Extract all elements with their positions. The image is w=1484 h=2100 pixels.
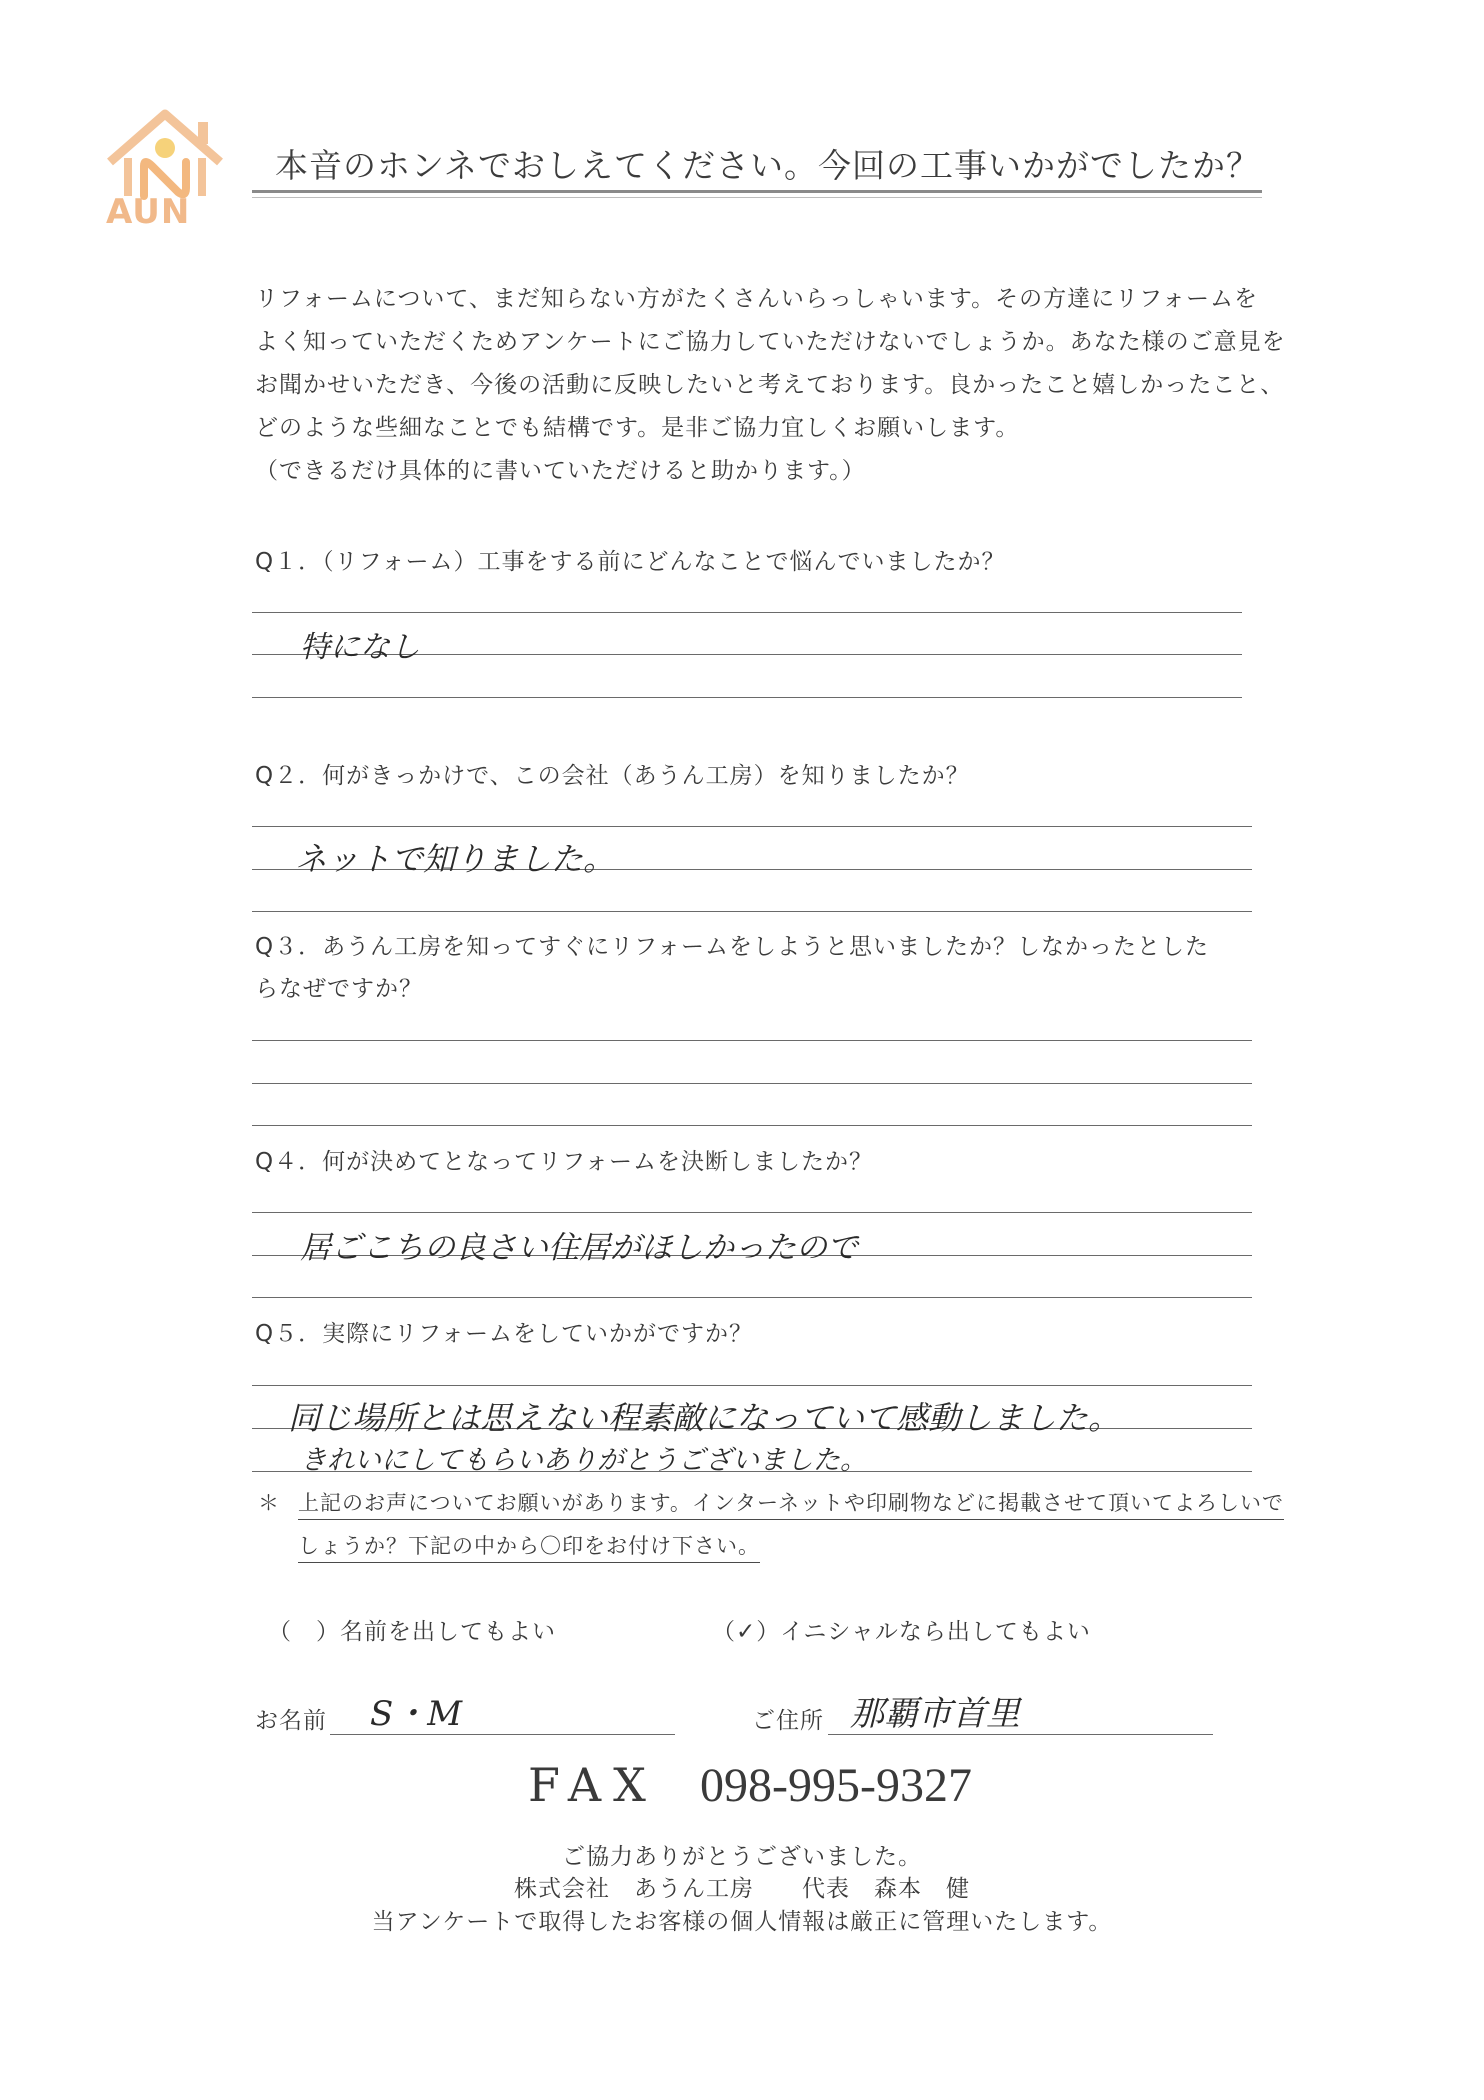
question-2: Q２．何がきっかけで、この会社（あうん工房）を知りましたか？	[255, 763, 970, 789]
notice-line-2: しょうか？下記の中から〇印をお付け下さい。	[298, 1530, 760, 1560]
intro-line: よく知っていただくためアンケートにご協力していただけないでしょうか。あなた様のご意見を	[255, 329, 1286, 355]
footer-company: 株式会社 あうん工房 代表 森本 健	[514, 1876, 970, 1902]
answer-line	[252, 1212, 1252, 1213]
option-initial-ok[interactable]	[712, 1613, 1091, 1646]
fax-number: 098-995-9327	[700, 1759, 972, 1812]
footer-thanks: ご協力ありがとうございました。	[562, 1844, 922, 1870]
notice-line-1: 上記のお声についてお願いがあります。インターネットや印刷物などに掲載させて頂いてよろしいで	[298, 1487, 1284, 1517]
option-bracket: （ ）	[268, 1619, 340, 1645]
footer-privacy: 当アンケートで取得したお客様の個人情報は厳正に管理いたします。	[371, 1909, 1113, 1935]
fax-label: FAX	[528, 1758, 658, 1812]
name-label: お名前	[255, 1708, 327, 1734]
answer-line	[252, 1385, 1252, 1386]
intro-line: お聞かせいただき、今後の活動に反映したいと考えております。良かったこと嬉しかったこと、	[255, 372, 1285, 398]
question-3-cont: らなぜですか？	[255, 976, 423, 1002]
answer-line	[252, 911, 1252, 912]
option-label: イニシャルなら出してもよい	[780, 1619, 1091, 1645]
header-rule	[252, 190, 1262, 193]
question-3: Q３．あうん工房を知ってすぐにリフォームをしようと思いましたか？しなかったとした	[255, 934, 1209, 960]
logo-text: AUN	[106, 192, 191, 232]
notice-mark: ＊	[258, 1491, 280, 1515]
address-value[interactable]: 那覇市首里	[850, 1694, 1020, 1734]
answer-5-line-2: きれいにしてもらいありがとうございました。	[300, 1445, 867, 1476]
answer-line	[252, 1297, 1252, 1298]
intro-line: どのような些細なことでも結構です。是非ご協力宜しくお願いします。	[255, 415, 1020, 441]
answer-line	[252, 697, 1242, 698]
answer-2: ネットで知りました。	[295, 840, 616, 878]
answer-line	[252, 826, 1252, 827]
answer-line	[252, 612, 1242, 613]
answer-line	[252, 1040, 1252, 1041]
name-value[interactable]: S・M	[370, 1694, 463, 1734]
answer-line	[252, 1125, 1252, 1126]
page-title: 本音のホンネでおしえてください。今回の工事いかがでしたか？	[275, 146, 1261, 185]
option-name-ok[interactable]	[268, 1613, 556, 1646]
intro-line: リフォームについて、まだ知らない方がたくさんいらっしゃいます。その方達にリフォームを	[255, 286, 1258, 312]
question-1: Q１．（リフォーム）工事をする前にどんなことで悩んでいましたか？	[255, 549, 1006, 575]
address-label: ご住所	[752, 1708, 824, 1734]
answer-5-line-1: 同じ場所とは思えない程素敵になっていて感動しました。	[288, 1399, 1121, 1437]
header-rule-thin	[252, 197, 1262, 198]
option-label: 名前を出してもよい	[340, 1619, 556, 1645]
answer-line	[252, 1083, 1252, 1084]
option-bracket-checked: （✓）	[712, 1619, 781, 1645]
answer-1: 特になし	[300, 630, 420, 665]
question-4: Q４．何が決めてとなってリフォームを決断しましたか？	[255, 1149, 873, 1175]
intro-line: （できるだけ具体的に書いていただけると助かります。）	[255, 458, 866, 484]
answer-4: 居ごこちの良さい住居がほしかったので	[300, 1230, 858, 1266]
question-5: Q５．実際にリフォームをしていかがですか？	[255, 1321, 753, 1347]
